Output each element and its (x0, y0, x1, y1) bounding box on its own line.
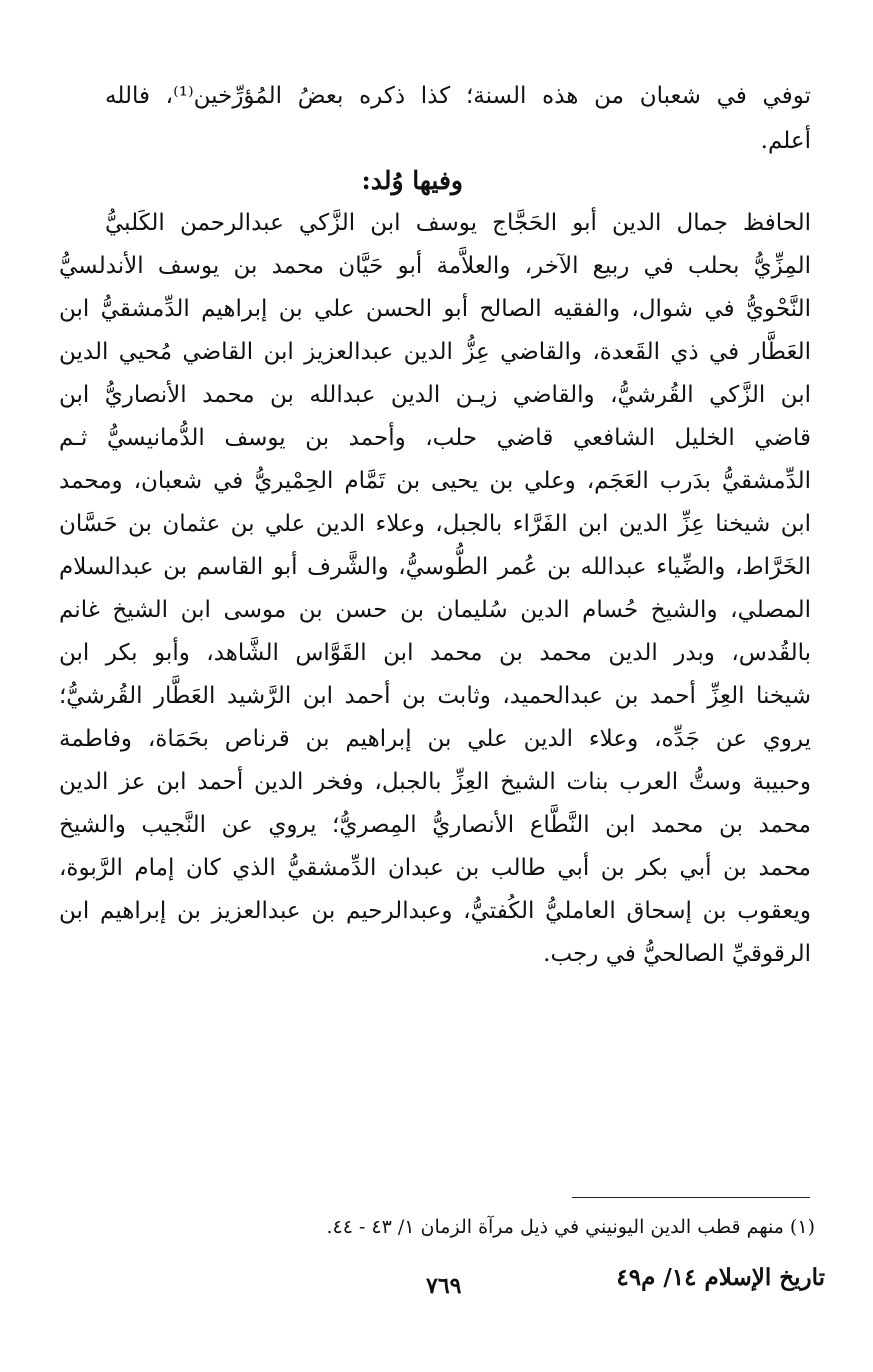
body-line: شيخنا العِزِّ أحمد بن عبدالحميد، وثابت بن أحمد ابن الرَّشيد العَطَّار القُرشيُّ؛ (59, 683, 811, 709)
body-line: الدِّمشقيُّ بدَرب العَجَم، وعلي بن يحيى بن تَمَّام الحِمْيريُّ في شعبان، ومحمد (59, 468, 811, 494)
body-line: ابن الزَّكي القُرشيُّ، والقاضي زيـن الدين عبدالله بن محمد الأنصاريُّ ابن (59, 382, 811, 408)
intro-line-2: أعلم. (760, 128, 811, 154)
body-line: قاضي الخليل الشافعي قاضي حلب، وأحمد بن يوسف الدُّمانيسيُّ ثـم (59, 425, 811, 451)
body-line: المِزِّيُّ بحلب في ربيع الآخر، والعلاَّمة أبو حَيَّان محمد بن يوسف الأندلسيُّ (59, 253, 811, 279)
body-line: ويعقوب بن إسحاق العامليُّ الكُفتيُّ، وعبدالرحيم بن عبدالعزيز بن إبراهيم ابن (59, 898, 811, 924)
body-line: المصلي، والشيخ حُسام الدين سُليمان بن حسن بن موسى ابن الشيخ غانم (59, 597, 811, 623)
body-line: محمد بن أبي بكر بن أبي طالب بن عبدان الدِّمشقيُّ الذي كان إمام الرَّبوة، (59, 855, 811, 881)
body-line: الخَرَّاط، والضِّياء عبدالله بن عُمر الطُّوسيُّ، والشَّرف أبو القاسم بن عبدالسلام (59, 554, 811, 580)
body-line: يروي عن جَدِّه، وعلاء الدين علي بن إبراهيم بن قرناص بحَمَاة، وفاطمة (59, 726, 811, 752)
intro-line-1: توفي في شعبان من هذه السنة؛ كذا ذكره بعضُ المُؤرِّخين⁽¹⁾، فالله (105, 83, 811, 109)
footnote-divider (572, 1197, 810, 1198)
body-line: وحبيبة وستُّ العرب بنات الشيخ العِزِّ بالجبل، وفخر الدين أحمد ابن عز الدين (59, 769, 811, 795)
body-line: بالقُدس، وبدر الدين محمد بن محمد ابن القَوَّاس الشَّاهد، وأبو بكر ابن (59, 640, 811, 666)
body-line: العَطَّار في ذي القَعدة، والقاضي عِزُّ الدين عبدالعزيز ابن القاضي مُحيي الدين (59, 339, 811, 365)
footnote: (١) منهم قطب الدين اليونيني في ذيل مرآة الزمان ١/ ٤٣ - ٤٤. (326, 1216, 815, 1238)
page-number: ٧٦٩ (426, 1273, 462, 1299)
running-title: تاريخ الإسلام ١٤/ م٤٩ (616, 1264, 825, 1291)
body-line: النَّحْويُّ في شوال، والفقيه الصالح أبو الحسن علي بن إبراهيم الدِّمشقيُّ ابن (59, 296, 812, 322)
body-line: ابن شيخنا عِزِّ الدين ابن الفَرَّاء بالجبل، وعلاء الدين علي بن عثمان بن حَسَّان (59, 511, 811, 537)
body-line: الرقوقيِّ الصالحيُّ في رجب. (543, 941, 811, 967)
section-heading: وفيها وُلد: (361, 166, 463, 195)
body-line: محمد بن محمد ابن النَّطَّاع الأنصاريُّ المِصريُّ؛ يروي عن النَّجيب والشيخ (59, 812, 811, 838)
body-line: الحافظ جمال الدين أبو الحَجَّاج يوسف ابن الزَّكي عبدالرحمن الكَلبيُّ (105, 210, 811, 236)
